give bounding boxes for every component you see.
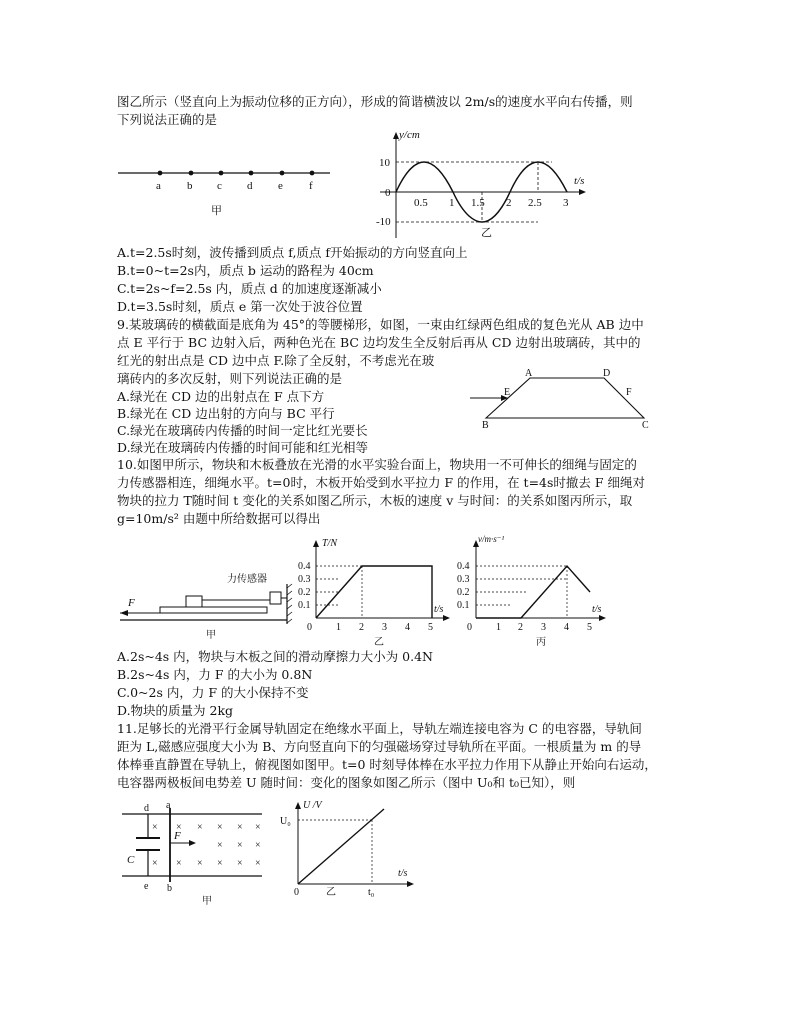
- t-y-tick-0.4: 0.4: [298, 561, 311, 572]
- svg-text:×: ×: [152, 822, 158, 833]
- q8-option-a: A.t=2.5s时刻，波传播到质点 f,质点 f开始振动的方向竖直向上: [117, 245, 468, 260]
- caption-q10-yi: 乙: [374, 637, 384, 648]
- v-y-tick-0.4: 0.4: [457, 561, 470, 572]
- q10-stem-2: 力传感器相连，细绳水平。t=0时，木板开始受到水平拉力 F 的作用，在 t=4s时撤去 F 细绳对: [117, 475, 646, 490]
- v-x-tick-4: 4: [564, 622, 569, 633]
- q10-stem-1: 10.如图甲所示，物块和木板叠放在光滑的水平实验台面上，物块用一不可伸长的细绳与固定的: [117, 457, 637, 472]
- t-x-tick-5: 5: [428, 622, 433, 633]
- vertex-b: B: [482, 420, 489, 431]
- svg-text:×: ×: [255, 840, 261, 851]
- q10-option-c: C.0~2s 内，力 F 的大小保持不变: [117, 685, 309, 700]
- v-y-tick-0.3: 0.3: [457, 574, 470, 585]
- v-y-tick-0.1: 0.1: [457, 600, 470, 611]
- q11-stem-4: 电容器两极板间电势差 U 随时间：变化的图象如图乙所示（图中 U₀和 t₀已知），则: [117, 775, 576, 790]
- x-tick-2.5: 2.5: [528, 197, 542, 209]
- board: [160, 607, 267, 613]
- block: [186, 596, 202, 607]
- x-tick-0.5: 0.5: [414, 197, 428, 209]
- point-f: F: [626, 387, 632, 398]
- y-tick-minus-10: -10: [376, 216, 391, 228]
- figure-wave-jia: [118, 160, 338, 220]
- t-x-tick-4: 4: [405, 622, 410, 633]
- point-label-e: e: [278, 180, 283, 192]
- figure-velocity-graph: [452, 534, 612, 649]
- q8-option-b: B.t=0~t=2s内，质点 b 运动的路程为 40cm: [117, 263, 374, 278]
- svg-text:×: ×: [176, 822, 182, 833]
- t-x-tick-0: 0: [307, 622, 312, 633]
- force-sensor: [270, 592, 281, 604]
- q9-stem-3: 红光的射出点是 CD 边中点 F.除了全反射，不考虑光在玻: [117, 353, 435, 368]
- y-tick-0: 0: [385, 187, 391, 199]
- force-f-q11: F: [174, 830, 181, 842]
- svg-text:×: ×: [217, 840, 223, 851]
- q9-stem-4: 璃砖内的多次反射，则下列说法正确的是: [117, 371, 343, 386]
- v-x-tick-2: 2: [518, 622, 523, 633]
- svg-text:×: ×: [255, 858, 261, 869]
- svg-text:×: ×: [237, 858, 243, 869]
- figure-tension-graph: [296, 534, 456, 649]
- svg-text:×: ×: [197, 858, 203, 869]
- svg-text:×: ×: [237, 840, 243, 851]
- u-graph-xlabel: t/s: [398, 868, 408, 879]
- q11-stem-2: 距为 L,磁感应强度大小为 B、方向竖直向下的匀强磁场穿过导轨所在平面。一根质量为 m 的导: [117, 739, 642, 754]
- v-x-tick-1: 1: [496, 622, 501, 633]
- origin-label: 0: [294, 887, 299, 898]
- y-tick-10: 10: [379, 157, 390, 169]
- q11-stem-3: 体棒垂直静置在导轨上，俯视图如图甲。t=0 时刻导体棒在水平拉力作用下从静止开始向右运动，: [117, 757, 657, 772]
- sensor-label: 力传感器: [227, 574, 267, 585]
- t-x-tick-2: 2: [359, 622, 364, 633]
- t-graph-xlabel: t/s: [434, 604, 444, 615]
- svg-text:×: ×: [217, 858, 223, 869]
- q10-option-a: A.2s~4s 内，物块与木板之间的滑动摩擦力大小为 0.4N: [117, 649, 433, 664]
- caption-q10-bing: 丙: [536, 637, 546, 648]
- q10-stem-3: 物块的拉力 T随时间 t 变化的关系如图乙所示，木板的速度 v 与时间：的关系如图丙所示，取: [117, 493, 633, 508]
- u0-label: U₀: [280, 816, 291, 827]
- point-label-d: d: [247, 180, 253, 192]
- svg-text:×: ×: [152, 858, 158, 869]
- q9-stem-1: 9.某玻璃砖的横截面是底角为 45°的等腰梯形，如图，一束由红绿两色组成的复色光从 AB 边中: [117, 317, 644, 332]
- q8-option-c: C.t=2s~f=2.5s 内，质点 d 的加速度逐渐减小: [117, 281, 382, 296]
- svg-text:×: ×: [176, 858, 182, 869]
- vertex-a: A: [525, 368, 533, 379]
- figure-trapezoid: [470, 368, 660, 430]
- v-x-tick-0: 0: [467, 622, 472, 633]
- q10-option-d: D.物块的质量为 2kg: [117, 703, 234, 718]
- svg-text:×: ×: [255, 822, 261, 833]
- figure-block-board: [120, 568, 295, 648]
- label-a: a: [166, 800, 171, 811]
- t0-label: t₀: [368, 887, 375, 898]
- caption-q10-jia: 甲: [206, 630, 216, 641]
- label-b: b: [167, 883, 172, 894]
- q9-option-c: C.绿光在玻璃砖内传播的时间一定比红光要长: [117, 423, 368, 438]
- figure-voltage-graph: [280, 796, 420, 902]
- label-d: d: [144, 803, 149, 814]
- caption-jia: 甲: [211, 205, 222, 217]
- point-e: E: [504, 387, 511, 398]
- q8-option-d: D.t=3.5s时刻，质点 e 第一次处于波谷位置: [117, 299, 363, 314]
- t-x-tick-3: 3: [382, 622, 387, 633]
- q10-option-b: B.2s~4s 内，力 F 的大小为 0.8N: [117, 667, 313, 682]
- point-label-f: f: [309, 180, 313, 192]
- svg-text:×: ×: [217, 822, 223, 833]
- t-axis-label: T/N: [322, 538, 338, 549]
- label-e: e: [144, 881, 149, 892]
- x-tick-2: 2: [506, 197, 512, 209]
- t-y-tick-0.3: 0.3: [298, 574, 311, 585]
- x-tick-3: 3: [563, 197, 569, 209]
- x-tick-1: 1: [449, 197, 455, 209]
- figure-wave-yi: [360, 126, 600, 246]
- t-x-tick-1: 1: [336, 622, 341, 633]
- vertex-d: D: [603, 368, 611, 379]
- magnetic-field-crosses: [152, 822, 261, 869]
- x-tick-1.5: 1.5: [471, 197, 485, 209]
- v-x-tick-5: 5: [587, 622, 592, 633]
- force-f-label: F: [128, 597, 135, 609]
- axis-label-t: t/s: [574, 175, 585, 187]
- q10-stem-4: g=10m/s² 由题中所给数据可以得出: [117, 511, 321, 526]
- q9-stem-2: 点 E 平行于 BC 边射入后，两种色光在 BC 边均发生全反射后再从 CD 边射出玻璃砖，其中的: [117, 335, 641, 350]
- q9-option-b: B.绿光在 CD 边出射的方向与 BC 平行: [117, 406, 335, 421]
- point-label-c: c: [217, 180, 222, 192]
- t-y-tick-0.1: 0.1: [298, 600, 311, 611]
- vertex-c: C: [642, 420, 649, 431]
- v-x-tick-3: 3: [541, 622, 546, 633]
- q9-option-d: D.绿光在玻璃砖内传播的时间可能和红光相等: [117, 440, 369, 455]
- point-label-a: a: [156, 180, 161, 192]
- axis-label-y: y/cm: [399, 129, 420, 141]
- q11-stem-1: 11.足够长的光滑平行金属导轨固定在绝缘水平面上，导轨左端连接电容为 C 的电容器，导轨间: [117, 721, 642, 736]
- label-capacitor: C: [127, 854, 135, 866]
- caption-q11-yi: 乙: [326, 887, 336, 898]
- svg-text:×: ×: [237, 822, 243, 833]
- intro-line-1: 图乙所示（竖直向上为振动位移的正方向），形成的简谐横波以 2m/s的速度水平向右传播，则: [117, 94, 633, 109]
- v-graph-xlabel: t/s: [592, 604, 602, 615]
- q9-option-a: A.绿光在 CD 边的出射点在 F 点下方: [117, 389, 325, 404]
- figure-rails-capacitor: [122, 802, 272, 910]
- v-y-tick-0.2: 0.2: [457, 587, 470, 598]
- point-label-b: b: [187, 180, 193, 192]
- intro-line-2: 下列说法正确的是: [117, 112, 218, 127]
- caption-q11-jia: 甲: [202, 896, 212, 907]
- svg-text:×: ×: [197, 822, 203, 833]
- t-y-tick-0.2: 0.2: [298, 587, 311, 598]
- v-axis-label: v/m·s⁻¹: [478, 534, 505, 544]
- u-axis-label: U /V: [303, 800, 322, 811]
- caption-yi: 乙: [481, 227, 492, 239]
